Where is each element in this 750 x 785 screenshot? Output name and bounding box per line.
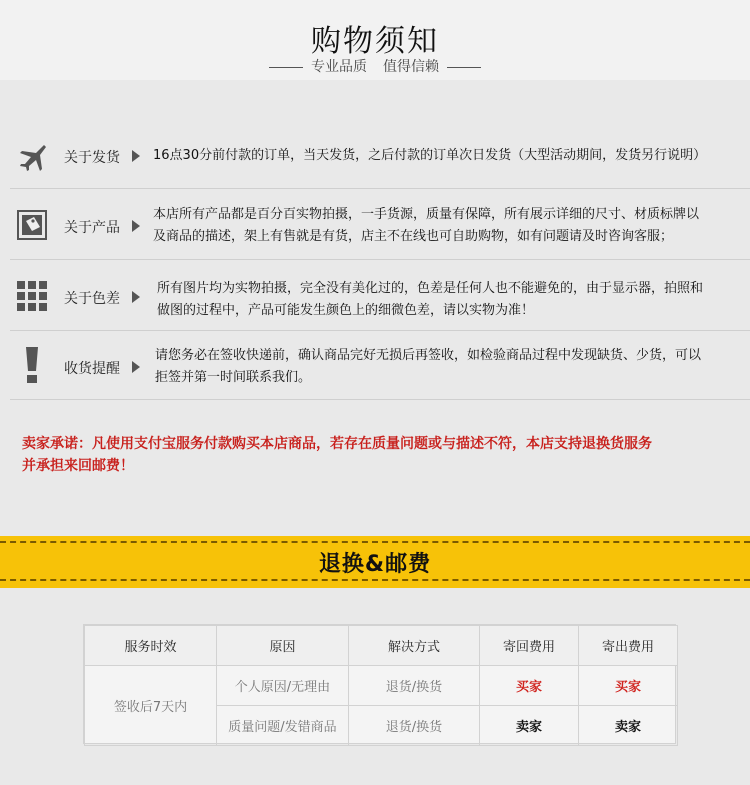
notice-text: 本店所有产品都是百分百实物拍摄，一手货源，质量有保障，所有展示详细的尺寸、材质标牌以 及商品的描述，架上有售就是有货，店主不在线也可自助购物，如有问题请及时咨询客服； bbox=[153, 207, 700, 244]
reason-cell: 质量问题/发错商品 bbox=[217, 706, 349, 746]
table-header: 解决方式 bbox=[349, 626, 480, 666]
subtitle-right: 值得信赖 bbox=[383, 59, 439, 75]
page-title: 购物须知 bbox=[311, 24, 439, 59]
banner-stitch-top bbox=[0, 541, 750, 543]
service-period-cell: 签收后7天内 bbox=[85, 666, 217, 746]
notice-text: 请您务必在签收快递前，确认商品完好无损后再签收，如检验商品过程中发现缺货、少货，可以 拒签并第一时间联系我们。 bbox=[155, 348, 702, 385]
airplane-icon bbox=[16, 141, 48, 173]
seller-promise bbox=[22, 433, 722, 477]
notice-label: 关于发货 bbox=[64, 150, 120, 166]
table-header: 寄出费用 bbox=[579, 626, 678, 666]
notice-label: 关于产品 bbox=[64, 220, 120, 236]
seller-promise-line2: 并承担来回邮费！ bbox=[22, 458, 134, 474]
table-header-row bbox=[85, 626, 678, 666]
notice-label: 关于色差 bbox=[64, 291, 120, 307]
notice-text: 16点30分前付款的订单，当天发货，之后付款的订单次日发货（大型活动期间，发货另行说明） bbox=[153, 148, 707, 163]
banner-stitch-bottom bbox=[0, 579, 750, 581]
subtitle-dash-left bbox=[269, 67, 303, 68]
chevron-right-icon bbox=[132, 291, 140, 303]
notice-color bbox=[0, 260, 750, 330]
page-subtitle bbox=[0, 56, 750, 76]
notice-shipping bbox=[0, 130, 750, 188]
reason-cell: 个人原因/无理由 bbox=[217, 666, 349, 706]
send-fee-cell: 买家 bbox=[579, 666, 678, 706]
notice-product bbox=[0, 189, 750, 259]
notice-receiving bbox=[0, 331, 750, 399]
send-fee-cell: 卖家 bbox=[579, 706, 678, 746]
chevron-right-icon bbox=[132, 361, 140, 373]
seller-promise-line1: 卖家承诺：凡使用支付宝服务付款购买本店商品，若存在质量问题或与描述不符，本店支持退换货服务 bbox=[22, 436, 652, 452]
solution-cell: 退货/换货 bbox=[349, 666, 480, 706]
banner-title: 退换&邮费 bbox=[318, 552, 432, 577]
exclamation-icon bbox=[16, 345, 48, 385]
notice-label: 收货提醒 bbox=[64, 361, 120, 377]
chevron-right-icon bbox=[132, 220, 140, 232]
return-fee-cell: 卖家 bbox=[480, 706, 579, 746]
header bbox=[0, 0, 750, 80]
table-header: 原因 bbox=[217, 626, 349, 666]
return-policy-table bbox=[83, 624, 676, 744]
chevron-right-icon bbox=[132, 150, 140, 162]
product-tag-icon bbox=[16, 209, 48, 241]
table-header: 服务时效 bbox=[85, 626, 217, 666]
table-header: 寄回费用 bbox=[480, 626, 579, 666]
color-grid-icon bbox=[16, 280, 48, 312]
subtitle-dash-right bbox=[447, 67, 481, 68]
table-row bbox=[85, 666, 678, 706]
return-shipping-banner bbox=[0, 536, 750, 588]
subtitle-left: 专业品质 bbox=[311, 59, 367, 75]
notice-text: 所有图片均为实物拍摄，完全没有美化过的，色差是任何人也不能避免的，由于显示器，拍照和 做图的过程中，产品可能发生颜色上的细微色差，请以实物为准！ bbox=[157, 281, 704, 318]
solution-cell: 退货/换货 bbox=[349, 706, 480, 746]
return-fee-cell: 买家 bbox=[480, 666, 579, 706]
